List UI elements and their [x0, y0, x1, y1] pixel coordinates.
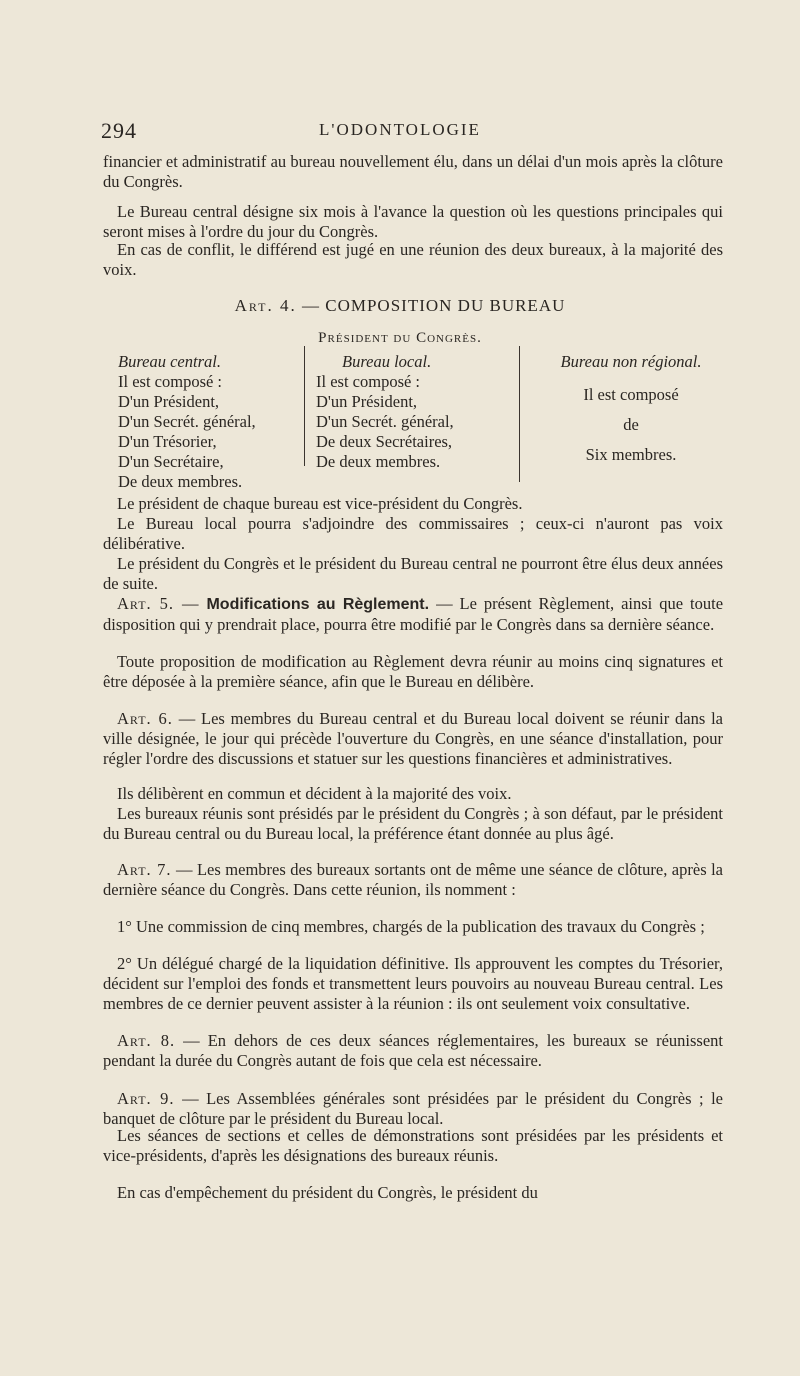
bureau-central-line: De deux membres.	[118, 472, 243, 491]
article-4-subtitle: Président du Congrès.	[318, 330, 482, 346]
running-title: L'ODONTOLOGIE	[319, 120, 481, 139]
bureau-central-column	[118, 352, 256, 492]
paragraph: Toute proposition de modification au Règlement devra réunir au moins cinq signatures et être déposée à la première séance, afin que le Bureau en délibère.	[103, 652, 723, 691]
bureau-central-line: D'un Président,	[118, 392, 220, 411]
article-7-text: — Les membres des bureaux sortants ont de même une séance de clôture, après la dernière séance du Congrès. Dans cette réunion, ils nomment :	[103, 860, 724, 899]
paragraph: Les séances de sections et celles de démonstrations sont présidées par les présidents et vice-présidents, d'après les désignations des bureaux réunis.	[103, 1126, 723, 1165]
article-6-text: — Les membres du Bureau central et du Bureau local doivent se réunir dans la ville désignée, le jour qui précède l'ouverture du Congrès, en une séance d'installation, pour régler l'ordre des discussions et statuer sur les questions financières et administratives.	[103, 709, 723, 768]
bureau-local-column	[316, 352, 454, 472]
article-4-label: Art. 4.	[234, 296, 297, 315]
paragraph: Le président de chaque bureau est vice-président du Congrès.	[117, 494, 523, 513]
article-5-paragraph	[103, 594, 723, 635]
paragraph: Les bureaux réunis sont présidés par le président du Congrès ; à son défaut, par le président du Bureau central ou du Bureau local, la préférence étant donnée au plus âgé.	[103, 804, 723, 843]
bureau-regional-title: Bureau non régional.	[560, 352, 702, 371]
article-8-label: Art. 8.	[117, 1031, 176, 1050]
article-9-label: Art. 9.	[117, 1089, 175, 1108]
bureau-regional-line: Il est composé	[583, 385, 679, 404]
bureau-central-line: Il est composé :	[118, 372, 223, 391]
article-9-paragraph	[103, 1089, 723, 1129]
column-divider-right	[519, 346, 520, 482]
paragraph: Le Bureau local pourra s'adjoindre des commissaires ; ceux-ci n'auront pas voix délibérative.	[103, 514, 723, 553]
article-7-paragraph	[103, 860, 723, 900]
page-number: 294	[101, 118, 137, 143]
article-5-label: Art. 5. —	[117, 594, 200, 613]
bureau-regional-line: de	[623, 415, 639, 434]
article-7-label: Art. 7.	[117, 860, 172, 879]
bureau-local-title: Bureau local.	[342, 352, 432, 371]
intro-paragraph-1: financier et administratif au bureau nouvellement élu, dans un délai d'un mois après la clôture du Congrès.	[103, 152, 723, 191]
bureau-central-line: D'un Secrétaire,	[118, 452, 224, 471]
bureau-local-line: D'un Secrét. général,	[316, 412, 454, 431]
article-5-text: — Le présent Règlement, ainsi que toute disposition qui y prendrait place, pourra être modifié par le Congrès dans sa dernière séance.	[103, 594, 724, 634]
paragraph: Le président du Congrès et le président du Bureau central ne pourront être élus deux années de suite.	[103, 554, 723, 593]
list-item: 1° Une commission de cinq membres, chargés de la publication des travaux du Congrès ;	[117, 917, 705, 936]
article-4-heading	[0, 296, 800, 316]
article-6-paragraph	[103, 709, 723, 769]
list-item: 2° Un délégué chargé de la liquidation définitive. Ils approuvent les comptes du Trésorier, décident sur l'emploi des fonds et transmettent leurs pouvoirs au nouveau Bureau central. Les membres de ce dernier peuvent assister à la réunion : ils ont seulement voix consultative.	[103, 954, 723, 1013]
paragraph: Ils délibèrent en commun et décident à la majorité des voix.	[117, 784, 512, 803]
bureau-central-line: D'un Secrét. général,	[118, 412, 256, 431]
bureau-central-title: Bureau central.	[118, 352, 221, 371]
article-9-text: — Les Assemblées générales sont présidées par le président du Congrès ; le banquet de clôture par le président du Bureau local.	[103, 1089, 724, 1128]
bureau-local-line: De deux membres.	[316, 452, 441, 471]
article-8-text: — En dehors de ces deux séances réglementaires, les bureaux se réunissent pendant la durée du Congrès autant de fois que cela est nécessaire.	[103, 1031, 724, 1070]
article-6-label: Art. 6.	[117, 709, 173, 728]
paragraph: En cas d'empêchement du président du Congrès, le président du	[117, 1183, 538, 1202]
bureau-regional-column	[536, 352, 726, 470]
column-divider-left	[304, 346, 305, 466]
article-5-title: Modifications au Règlement.	[206, 596, 430, 613]
intro-paragraph-3: En cas de conflit, le différend est jugé en une réunion des deux bureaux, à la majorité des voix.	[103, 240, 723, 279]
intro-paragraph-2: Le Bureau central désigne six mois à l'avance la question où les questions principales qui seront mises à l'ordre du jour du Congrès.	[103, 202, 723, 241]
bureau-local-line: D'un Président,	[316, 392, 418, 411]
bureau-regional-line: Six membres.	[585, 445, 677, 464]
bureau-central-line: D'un Trésorier,	[118, 432, 217, 451]
bureau-local-line: De deux Secrétaires,	[316, 432, 453, 451]
article-8-paragraph	[103, 1031, 723, 1071]
bureau-local-line: Il est composé :	[316, 372, 421, 391]
article-4-title: — COMPOSITION DU BUREAU	[302, 296, 566, 315]
